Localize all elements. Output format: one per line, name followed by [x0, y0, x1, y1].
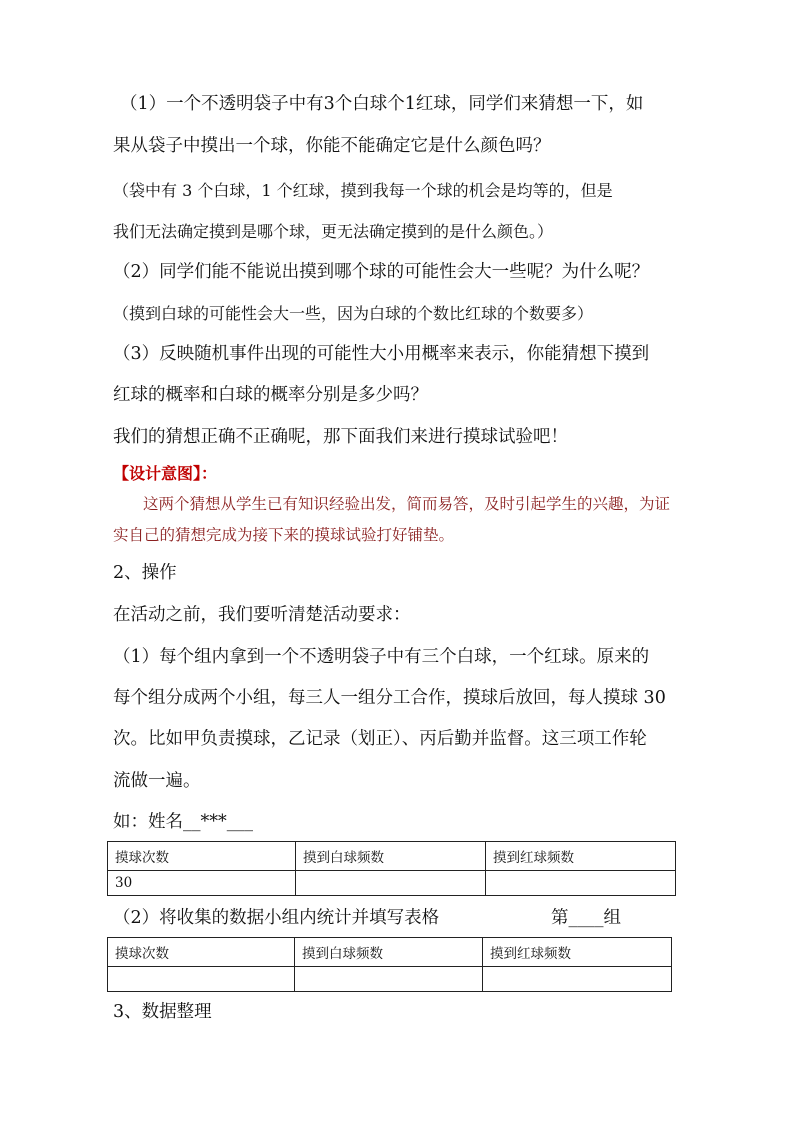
group-number-label: 第____组 [551, 908, 621, 928]
section-3-heading: 3、数据整理 [113, 1002, 212, 1022]
section-2-heading: 2、操作 [113, 563, 177, 583]
header-red-frequency: 摸到红球频数 [483, 938, 672, 967]
cell-white-frequency [295, 967, 483, 992]
example-name-line [113, 812, 253, 833]
header-draw-count: 摸球次数 [108, 842, 296, 871]
requirement-1-line-1: （1）每个组内拿到一个不透明袋子中有三个白球，一个红球。原来的 [113, 647, 650, 667]
requirement-1-line-3: 次。比如甲负责摸球，乙记录（划正）、丙后勤并监督。这三项工作轮 [113, 729, 647, 749]
example-name-blank: __***___ [183, 812, 253, 832]
design-intent-line-2: 实自己的猜想完成为接下来的摸球试验打好铺垫。 [113, 526, 455, 544]
section-2-intro: 在活动之前，我们要听清楚活动要求： [113, 605, 411, 625]
table-header-row [108, 842, 676, 871]
requirement-1-line-4: 流做一遍。 [113, 771, 201, 791]
cell-draw-count [108, 967, 295, 992]
answer-1-line-1: （袋中有 3 个白球，1 个红球，摸到我每一个球的机会是均等的，但是 [113, 181, 613, 200]
question-1-line-2: 果从袋子中摸出一个球，你能不能确定它是什么颜色吗？ [113, 136, 551, 156]
individual-record-table [107, 841, 676, 896]
transition-sentence: 我们的猜想正确不正确呢，那下面我们来进行摸球试验吧！ [113, 427, 568, 447]
table-row [108, 967, 672, 992]
requirement-1-line-2: 每个组分成两个小组，每三人一组分工合作，摸球后放回，每人摸球 30 [113, 688, 666, 708]
answer-1-line-2: 我们无法确定摸到是哪个球，更无法确定摸到的是什么颜色。） [113, 222, 554, 241]
design-intent-label: 【设计意图】： [113, 464, 218, 483]
question-2: （2）同学们能不能说出摸到哪个球的可能性会大一些呢？为什么呢？ [113, 262, 650, 282]
design-intent-line-1: 这两个猜想从学生已有知识经验出发，简而易答，及时引起学生的兴趣，为证 [143, 495, 671, 513]
cell-red-frequency [486, 871, 676, 896]
cell-red-frequency [483, 967, 672, 992]
table-row [108, 871, 676, 896]
example-name-prefix: 如：姓名 [113, 812, 183, 832]
question-3-line-2: 红球的概率和白球的概率分别是多少吗？ [113, 385, 428, 405]
question-1-line-1: （1）一个不透明袋子中有3个白球个1红球，同学们来猜想一下，如 [120, 94, 644, 114]
cell-draw-count: 30 [108, 871, 296, 896]
requirement-2: （2）将收集的数据小组内统计并填写表格 [113, 908, 440, 928]
header-white-frequency: 摸到白球频数 [296, 842, 486, 871]
question-3-line-1: （3）反映随机事件出现的可能性大小用概率来表示，你能猜想下摸到 [113, 344, 650, 364]
header-draw-count: 摸球次数 [108, 938, 295, 967]
cell-white-frequency [296, 871, 486, 896]
header-white-frequency: 摸到白球频数 [295, 938, 483, 967]
header-red-frequency: 摸到红球频数 [486, 842, 676, 871]
table-header-row [108, 938, 672, 967]
answer-2: （摸到白球的可能性会大一些，因为白球的个数比红球的个数要多） [113, 304, 594, 323]
group-record-table [107, 937, 672, 992]
